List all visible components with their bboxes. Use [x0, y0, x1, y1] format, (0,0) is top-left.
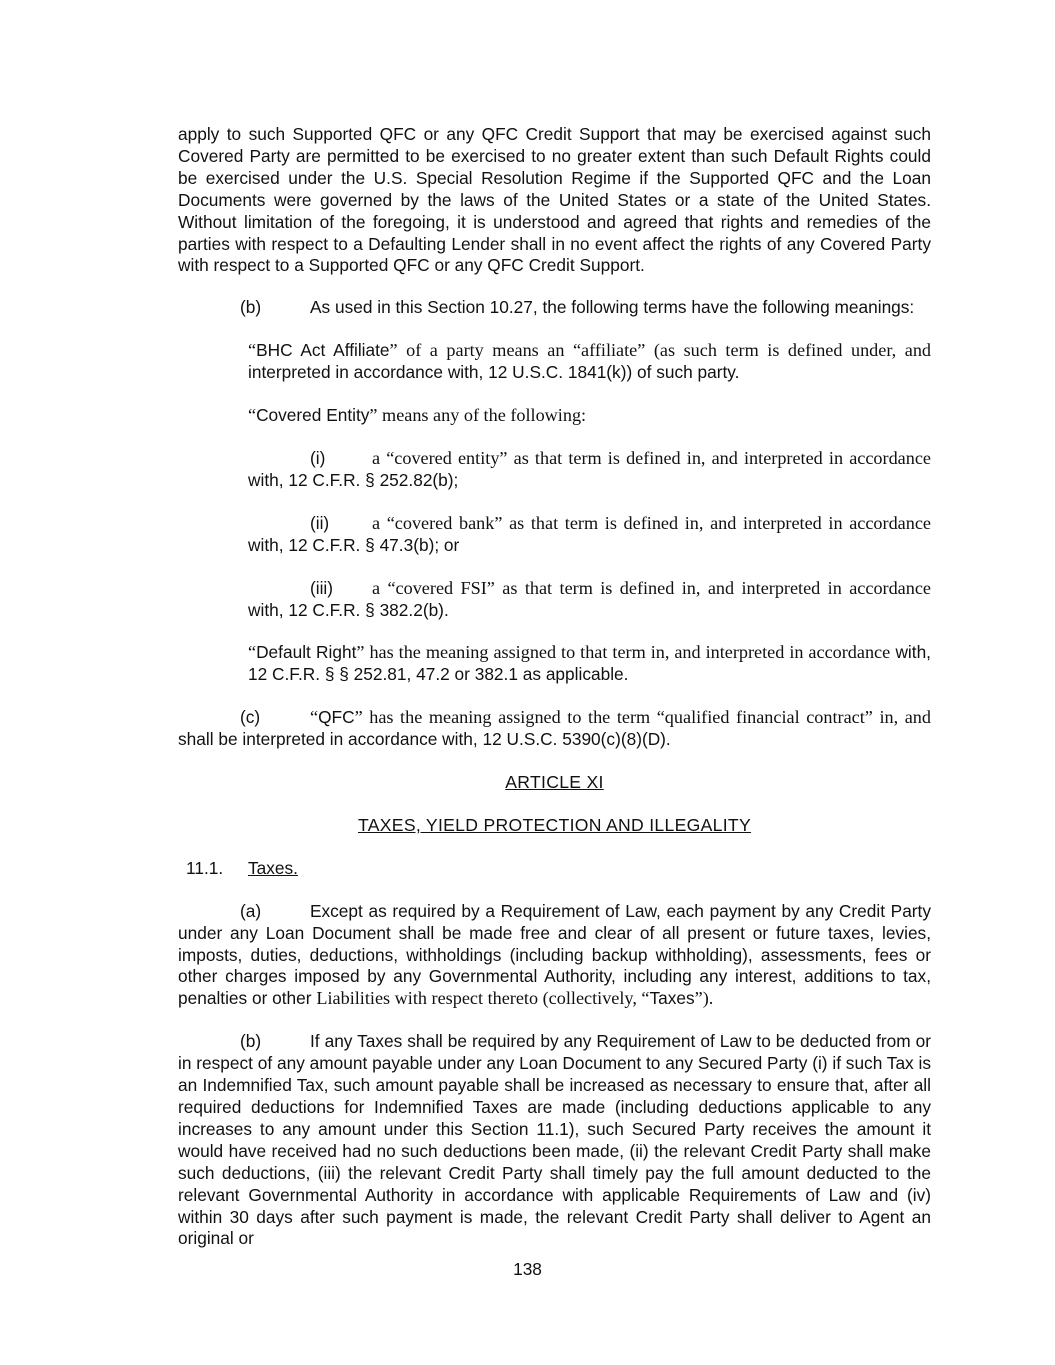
section-11-1-number: 11.1. [186, 857, 224, 878]
covered-entity-open-quote: “ [248, 405, 257, 426]
qfc-definition-sans: shall be interpreted in accordance with, 12 U.S.C. 5390(c)(8)(D). [178, 729, 671, 750]
item-ii-sans-text: with, 12 C.F.R. § 47.3(b); or [248, 534, 460, 555]
section-c-paragraph [178, 707, 931, 751]
item-ii-label: (ii) [310, 512, 330, 533]
paragraph-a-label: (a) [240, 900, 262, 921]
paragraph-b-text: If any Taxes shall be required by any Requirement of Law to be deducted from or in respect of any amount payable under any Loan Document to any Secured Party (i) if such Tax is an Indemnified Tax, such amount payable shall be increased as necessary to ensure that, after all required deductions for Indemnified Taxes are made (including deductions applicable to any increases to any amount under this Section 11.1), such Secured Party receives the amount it would have received had no such deductions been made, (ii) the relevant Credit Party shall make such deductions, (iii) the relevant Credit Party shall timely pay the full amount deducted to the relevant Governmental Authority in accordance with applicable Requirements of Law and (iv) within 30 days after such payment is made, the relevant Credit Party shall deliver to Agent an original or [178, 1031, 931, 1249]
paragraph-a-serif-text: Liabilities with respect thereto (collectively, “ [316, 988, 650, 1009]
page-number: 138 [513, 1259, 542, 1279]
section-11-1-heading [186, 858, 931, 880]
intro-paragraph: apply to such Supported QFC or any QFC Credit Support that may be exercised against such Covered Party are permitted to be exercised to no greater extent than such Default Rights could be exercised under the U.S. Special Resolution Regime if the Supported QFC and the Loan Documents were governed by the laws of the United States or a state of the United States. Without limitation of the foregoing, it is understood and agreed that rights and remedies of the parties with respect to a Defaulting Lender shall in no event affect the rights of any Covered Party with respect to a Supported QFC or any QFC Credit Support. [178, 124, 931, 276]
default-right-definition-serif: ” has the meaning assigned to that term in, and interpreted in accordance [356, 642, 891, 663]
default-right-open-quote: “ [248, 642, 257, 663]
qfc-term: QFC [318, 707, 355, 728]
default-right-term: Default Right [256, 642, 357, 663]
paragraph-b [178, 1031, 931, 1250]
item-iii-label: (iii) [310, 577, 334, 598]
covered-entity-definition: ” means any of the following: [369, 405, 587, 426]
section-b-text: As used in this Section 10.27, the following terms have the following meanings: [310, 297, 915, 318]
bhc-definition-sans: interpreted in accordance with, 12 U.S.C. 1841(k)) of such party. [248, 362, 740, 383]
covered-entity-item-i [248, 448, 931, 492]
covered-entity-item-ii [248, 513, 931, 557]
paragraph-a-serif-end: ”). [694, 988, 714, 1009]
article-title: ARTICLE XI [505, 772, 604, 793]
article-subtitle: TAXES, YIELD PROTECTION AND ILLEGALITY [357, 814, 752, 835]
section-11-1-title: Taxes. [248, 857, 298, 878]
default-right-definition-sans: with, 12 C.F.R. § § 252.81, 47.2 or 382.1 as applicable. [248, 642, 931, 685]
section-b-label: (b) [240, 297, 262, 318]
item-i-label: (i) [310, 447, 326, 468]
definition-covered-entity [248, 405, 931, 427]
bhc-definition-serif: ” of a party means an “affiliate” (as such term is defined under, and [389, 340, 932, 361]
item-ii-serif-text: a “covered bank” as that term is defined in, and interpreted in accordance [372, 512, 931, 533]
qfc-definition-serif: ” has the meaning assigned to the term “qualified financial contract” in, and [354, 707, 931, 728]
definition-bhc-act-affiliate [248, 340, 931, 384]
qfc-open-quote: “ [310, 707, 319, 728]
paragraph-a [178, 901, 931, 1011]
item-i-sans-text: with, 12 C.F.R. § 252.82(b); [248, 469, 459, 490]
bhc-term: BHC Act Affiliate [256, 340, 390, 361]
covered-entity-term: Covered Entity [256, 405, 370, 426]
item-iii-serif-text: a “covered FSI” as that term is defined in, and interpreted in accordance [372, 577, 931, 598]
definition-default-right [248, 642, 931, 686]
item-i-serif-text: a “covered entity” as that term is defined in, and interpreted in accordance [372, 447, 931, 468]
paragraph-b-label: (b) [240, 1031, 262, 1052]
section-b-paragraph [240, 297, 931, 319]
section-c-label: (c) [240, 707, 261, 728]
item-iii-sans-text: with, 12 C.F.R. § 382.2(b). [248, 599, 449, 620]
paragraph-a-text: Except as required by a Requirement of Law, each payment by any Credit Party under any Loan Document shall be made free and clear of all present or future taxes, levies, imposts, duties, deductions, withholdings (including backup withholding), assessments, fees or other charges imposed by any Governmental Authority, including any interest, additions to tax, penalties or other [178, 900, 931, 1009]
taxes-term: Taxes [649, 988, 695, 1009]
bhc-open-quote: “ [248, 340, 257, 361]
covered-entity-item-iii [248, 578, 931, 622]
document-page [178, 124, 931, 1250]
